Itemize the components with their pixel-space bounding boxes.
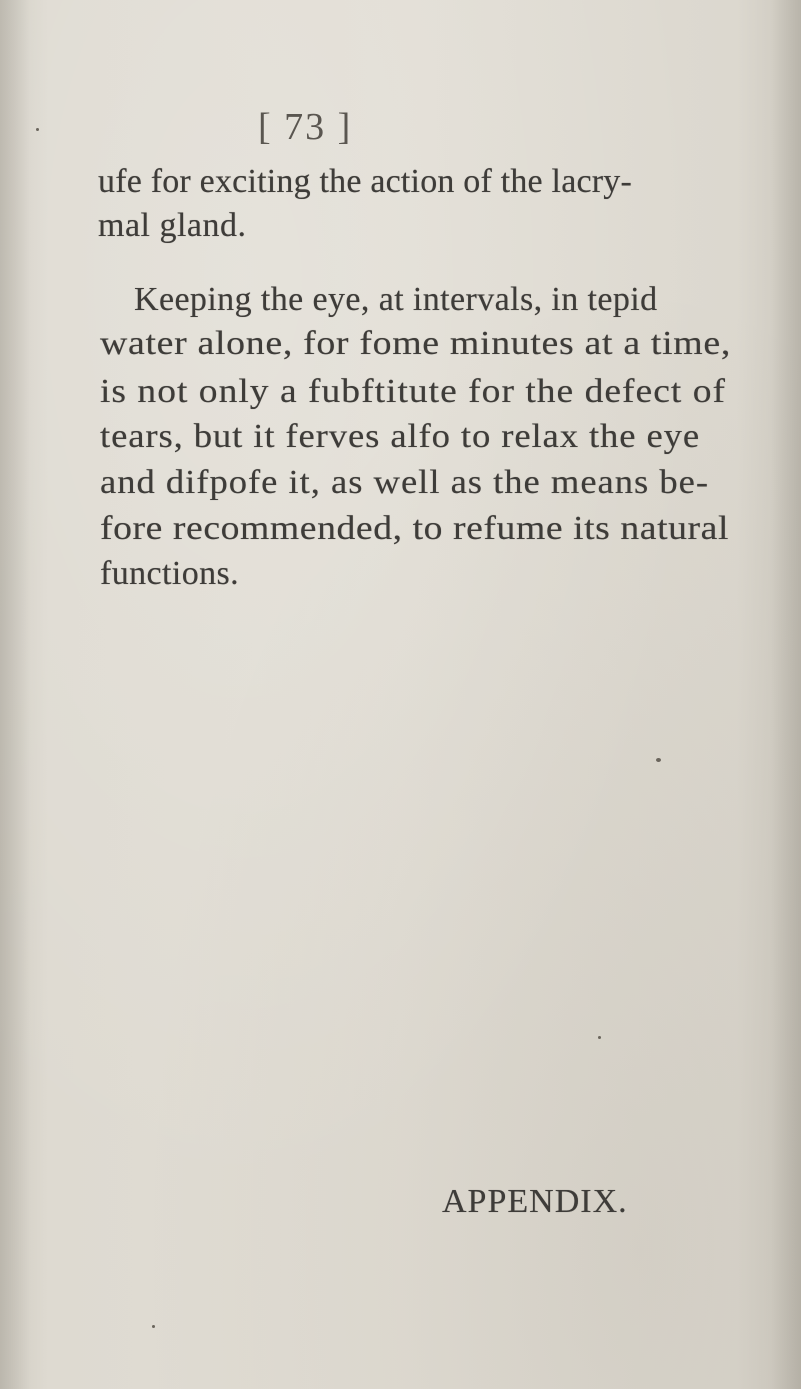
text-line: water alone, for fome minutes at a time, (100, 325, 731, 362)
paper-speck (598, 1036, 601, 1039)
page-edge-right (771, 0, 801, 1389)
text-line: Keeping the eye, at intervals, in tepid (134, 281, 658, 318)
text-line: functions. (100, 555, 240, 592)
page-edge-left (0, 0, 30, 1389)
paper-speck (152, 1325, 155, 1328)
page-number: [ 73 ] (258, 106, 353, 148)
text-line: and difpofe it, as well as the means be- (100, 464, 709, 501)
paper-speck (36, 128, 39, 131)
text-line: is not only a fubftitute for the defect of (100, 373, 726, 410)
appendix-heading: APPENDIX. (442, 1183, 628, 1220)
text-line: tears, but it ferves alfo to relax the eye (100, 418, 700, 455)
text-line: fore recommended, to refume its natural (100, 510, 729, 547)
text-line: ufe for exciting the action of the lacry- (98, 163, 633, 200)
text-line: mal gland. (98, 207, 247, 244)
paper-speck (656, 758, 661, 762)
